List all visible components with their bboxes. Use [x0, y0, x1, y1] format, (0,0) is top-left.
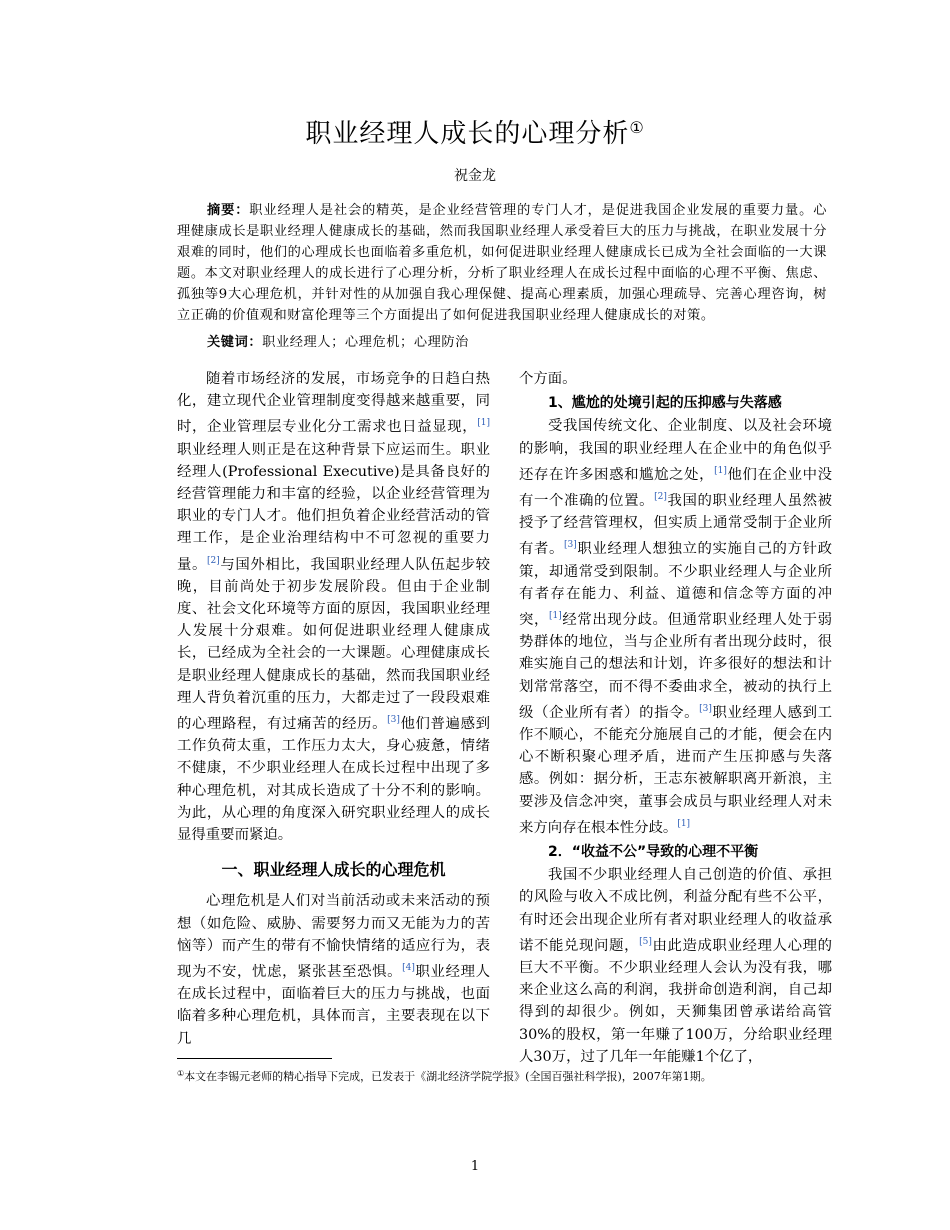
paper-title: [0, 113, 950, 150]
left-column: [177, 368, 490, 1050]
citation-ref: [1]: [549, 611, 562, 622]
intro-paragraph: [177, 368, 490, 846]
subsection-paragraph: [519, 415, 832, 839]
citation-ref: [4]: [402, 963, 415, 974]
subsection-heading: 2．“收益不公”导致的心理不平衡: [548, 844, 759, 861]
text-run: 他们普遍感到工作负荷太重，工作压力太大，身心疲惫，情绪不健康，不少职业经理人在成长过程中出现了多种心理危机，对其成长造成了十分不利的影响。为此，从心理的角度深入研究职业经理人的成长显得重要而紧迫。: [177, 716, 490, 844]
text-run: 他们在企业中没有一个准确的位置。: [519, 466, 832, 510]
keywords: [207, 332, 469, 353]
text-run: 随着市场经济的发展，市场竞争的日趋白热化，建立现代企业管理制度变得越来越重要，同时，企业管理层专业化分工需求也日益显现，: [177, 371, 490, 436]
citation-ref: [3]: [699, 703, 712, 714]
subsection-paragraph: [519, 864, 832, 1068]
text-run: 经常出现分歧。但通常职业经理人处于弱势群体的地位，当与企业所有者出现分歧时，很难实施自己的想法和计划，许多很好的想法和计划常常落空，而不得不委曲求全，被动的执行上级（企业所有者）的指令。: [519, 612, 832, 721]
citation-ref: [5]: [639, 936, 652, 947]
footnote: [177, 1065, 827, 1085]
footnote-text: 本文在李锡元老师的精心指导下完成，已发表于《湖北经济学院学报》(全国百强社科学报)，2007年第1期。: [184, 1070, 712, 1083]
footnote-divider: [177, 1058, 332, 1059]
keywords-label: 关键词：: [207, 335, 263, 350]
text-run: 与国外相比，我国职业经理人队伍起步较晚，目前尚处于初步发展阶段。但由于企业制度、社会文化环境等方面的原因，我国职业经理人发展十分艰难。如何促进职业经理人健康成长，已经成为全社会的一大课题。心理健康成长是职业经理人健康成长的基础，然而我国职业经理人背负着沉重的压力，大都走过了一段段艰难的心理路程，有过痛苦的经历。: [177, 556, 490, 733]
text-run: 职业经理人在成长过程中，面临着巨大的压力与挑战，也面临着多种心理危机，具体而言，主要表现在以下几: [177, 964, 490, 1047]
citation-ref: [1]: [714, 465, 727, 476]
right-column: [519, 368, 832, 1068]
footnote-mark: ①: [177, 1069, 185, 1078]
title-footnote-mark: ①: [629, 118, 645, 137]
text-run: 职业经理人则正是在这种背景下应运而生。职业经理人(Professional Executive)是具备良好的经营管理能力和丰富的经验，以企业经营管理为职业的专门人才。他们担负着企业经营活动的管理工作，是企业治理结构中不可忽视的重要力量。: [177, 441, 490, 573]
citation-ref: [3]: [564, 540, 577, 551]
text-run: 职业经理人想独立的实施自己的方针政策，却通常受到限制。不少职业经理人与企业所有者存在能力、利益、道德和信念等方面的冲突，: [519, 541, 832, 629]
abstract-text: 职业经理人是社会的精英，是企业经营管理的专门人才，是促进我国企业发展的重要力量。心理健康成长是职业经理人健康成长的基础，然而我国职业经理人承受着巨大的压力与挑战，在职业发展十分艰难的同时，他们的心理成长也面临着多重危机，如何促进职业经理人健康成长已成为全社会面临的一大课题。本文对职业经理人的成长进行了心理分析，分析了职业经理人在成长过程中面临的心理不平衡、焦虑、孤独等9大心理危机，并针对性的从加强自我心理保健、提高心理素质，加强心理疏导、完善心理咨询，树立正确的价值观和财富伦理等三个方面提出了如何促进我国职业经理人健康成长的对策。: [177, 203, 827, 323]
citation-ref: [2]: [654, 492, 667, 503]
citation-ref: [1]: [677, 818, 691, 829]
citation-ref: [1]: [477, 418, 490, 429]
continued-text: 个方面。: [519, 371, 577, 387]
subsection-heading: 1、尴尬的处境引起的压抑感与失落感: [548, 395, 782, 412]
title-text: 职业经理人成长的心理分析: [305, 119, 630, 149]
abstract-label: 摘要：: [207, 203, 250, 218]
text-run: 职业经理人感到工作不顺心，不能充分施展自己的才能，便会在内心不断积聚心理矛盾，进而产生压抑感与失落感。例如：据分析，王志东被解职离开新浪，主要涉及信念冲突，董事会成员与职业经理人对未来方向存在根本性分歧。: [519, 704, 832, 836]
text-run: 我国不少职业经理人自己创造的价值、承担的风险与收入不成比例，利益分配有些不公平，有时还会出现企业所有者对职业经理人的收益承诺不能兑现问题，: [519, 867, 832, 954]
text-run: 受我国传统文化、企业制度、以及社会环境的影响，我国的职业经理人在企业中的角色似乎还存在许多困惑和尴尬之处，: [519, 418, 832, 483]
abstract: [177, 200, 827, 326]
page-number: 1: [470, 1159, 480, 1174]
section-heading: 一、职业经理人成长的心理危机: [221, 860, 446, 880]
text-run: 由此造成职业经理人心理的巨大不平衡。不少职业经理人会认为没有我，哪来企业这么高的利润，我拼命创造利润，自己却得到的却很少。例如，天狮集团曾承诺给高管30%的股权，第一年赚了100万，分给职业经理人30万，过了几年一年能赚1个亿了，: [519, 937, 832, 1065]
author-name: 祝金龙: [454, 168, 496, 184]
citation-ref: [2]: [207, 555, 220, 566]
citation-ref: [3]: [387, 715, 400, 726]
keywords-text: 职业经理人；心理危机；心理防治: [262, 335, 469, 350]
section-paragraph: [177, 890, 490, 1049]
text-run: 心理危机是人们对当前活动或未来活动的预想（如危险、威胁、需要努力而又无能为力的苦恼等）而产生的带有不愉快情绪的适应行为，表现为不安，忧虑，紧张甚至恐惧。: [177, 893, 490, 981]
text-run: 我国的职业经理人虽然被授予了经营管理权，但实质上通常受制于企业所有者。: [519, 493, 832, 558]
